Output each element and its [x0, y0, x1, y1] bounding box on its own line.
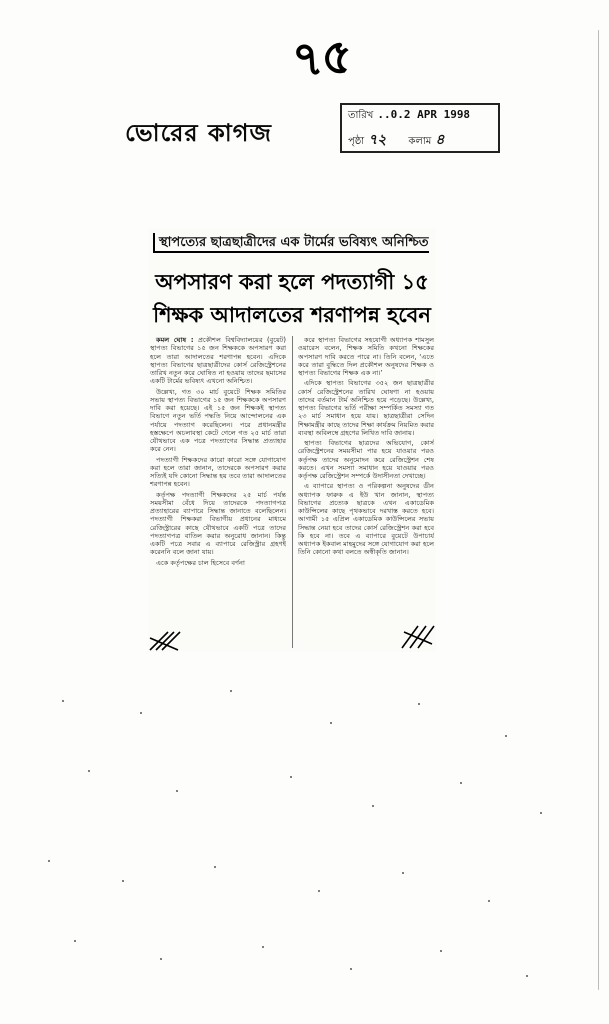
- column-divider: [292, 336, 293, 648]
- stamp-column-value: ৪: [435, 132, 445, 148]
- news-clipping: [148, 228, 436, 652]
- stamp-page-label: পৃষ্ঠা: [348, 136, 365, 147]
- stamp-column-label: কলাম: [408, 136, 432, 147]
- article-paragraph: করে স্থাপত্য বিভাগের সহযোগী অধ্যাপক শামসুল ওয়ারেস বলেন, শিক্ষক সমিতি কখনো শিক্ষকের অপসারণ দাবি করতে পারে না। তিনি বলেন, ‘এতে করে তারা বুদ্ধিতে দিল প্রকৌশল অনুষদের শিক্ষক ও স্থাপত্য বিভাগের শিক্ষক এক না।’: [298, 336, 434, 377]
- stamp-date-value: ..0.2 APR 1998: [377, 108, 471, 121]
- handwritten-page-number: ৭৫: [290, 28, 353, 89]
- stamp-date-row: [348, 108, 492, 128]
- article-paragraph: কমল ঘোষ : প্রকৌশল বিশ্ববিদ্যালয়ের (বুয়েট) স্থাপত্য বিভাগের ১৫ জন শিক্ষককে অপসারণ করা হলে তারা আদালতের শরণাপন্ন হবেন। এদিকে স্থাপত্য বিভাগের ছাত্রছাত্রীদের কোর্স রেজিস্ট্রেশনের তারিখ নতুন করে ঘোষিত না হওয়ায় তাদের ছমাসের একটি টার্মের ভবিষ্যৎ এখনো অনিশ্চিত।: [150, 336, 286, 386]
- article-paragraph: পদত্যাগী শিক্ষকদের কারো কারো সঙ্গে যোগাযোগ করা হলে তারা জানান, তাদেরকে অপসারণ করার সত্যিই যদি কোনো সিদ্ধান্ত হয় তবে তারা আদালতের শরণাপন্ন হবেন।: [150, 455, 286, 489]
- newspaper-name: ভোরের কাগজ: [125, 119, 272, 147]
- stamp-page-row: [348, 128, 492, 148]
- archive-stamp: [340, 103, 500, 153]
- headline-line-1: অপসারণ করা হলে পদত্যাগী ১৫: [155, 270, 429, 294]
- stamp-date-label: তারিখ: [348, 110, 374, 121]
- article-paragraph: এ ব্যাপারে স্থাপত্য ও পরিকল্পনা অনুষদের ডীন অধ্যাপক ফারুক এ ইউ খান জানান, স্থাপত্য বিভাগের প্রত্যেক ছাত্রকে এখন একাডেমিক কাউন্সিলের কাছে পৃথকভাবে দরখাস্ত করতে হবে। আগামী ১৫ এপ্রিল একাডেমিক কাউন্সিলের সভায় সিদ্ধান্ত নেয়া হবে তাদের কোর্স রেজিস্ট্রেশন করা হবে কি হবে না। তবে এ ব্যাপারে বুয়েটে উপাচার্য অধ্যাপক ইকবাল মাহমুদের সঙ্গে যোগাযোগ করা হলে তিনি কোনো কথা বলতে অস্বীকৃতি জানান।: [298, 482, 434, 557]
- stamp-page-value: ৭২: [368, 132, 387, 148]
- headline-line-2: শিক্ষক আদালতের শরণাপন্ন হবেন: [153, 303, 431, 327]
- article-column-left: [150, 336, 286, 648]
- article-byline: কমল ঘোষ :: [156, 336, 194, 344]
- article-kicker: স্থাপত্যের ছাত্রছাত্রীদের এক টার্মের ভবিষ্যৎ অনিশ্চিত: [153, 233, 429, 253]
- article-paragraph: স্থাপত্য বিভাগের ছাত্রদের অভিযোগ, কোর্স রেজিস্ট্রেশনের সময়সীমা পার হয়ে যাওয়ার পরও কর্তৃপক্ষ তাদের অনুমোদন করে রেজিস্ট্রেশন শেষ করতে। এখন সমস্যা সমাধান হয়ে যাওয়ার পরও কর্তৃপক্ষ রেজিস্ট্রেশন সম্পর্কে উদাসীনতা দেখাচ্ছে।: [298, 439, 434, 480]
- article-headline: [150, 266, 434, 332]
- article-paragraph: কর্তৃপক্ষ পদত্যাগী শিক্ষকদের ২৫ মার্চ পর্যন্ত সময়সীমা বেঁধে দিয়ে তাদেরকে পদত্যাগপত্র প্রত্যাহারের ব্যাপারে সিদ্ধান্ত জানাতে বলেছিলেন। পদত্যাগী শিক্ষকরা বিভাগীয় প্রধানের মাধ্যমে রেজিস্ট্রারের কাছে যৌথভাবে একটি পত্রে তাদের পদত্যাগপত্র বাতিল করার অনুরোধ জানান। কিন্তু একটি পত্রে সবার এ ব্যাপারে রেজিস্ট্রার গ্রহণই করেননি বলে জানা যায়।: [150, 490, 286, 557]
- article-paragraph: এদিকে স্থাপত্য বিভাগের ৩৫২ জন ছাত্রছাত্রীর কোর্স রেজিস্ট্রেশনের তারিখ ঘোষণা না হওয়ায় তাদের বর্তমান টার্ম অনিশ্চিত হয়ে পড়েছে। উল্লেখ্য, স্থাপত্য বিভাগের ভর্তি পরীক্ষা সম্পর্কিত সমস্যা গত ২৩ মার্চ সমাধান হয়ে যায়। ছাত্রছাত্রীরা সেদিন শিক্ষামন্ত্রীর কাছে তাদের শিক্ষা কার্যক্রম নিয়মিত করার ব্যবস্থা অবিলম্বে গ্রহণের লিখিত দাবি জানায়।: [298, 379, 434, 437]
- article-paragraph: উল্লেখ্য, গত ৩০ মার্চ বুয়েটে শিক্ষক সমিতির সভায় স্থাপত্য বিভাগের ১৫ জন শিক্ষককে অপসারণ দাবি করা হয়েছে। এই ১৫ জন শিক্ষকই স্থাপত্য বিভাগে নতুন ভর্তি পদ্ধতি নিয়ে আন্দোলনের এক পর্যায়ে পদত্যাগ করেছিলেন। পরে প্রধানমন্ত্রীর হস্তক্ষেপে অচলাবস্থা কেটে গেলে গত ২৫ মার্চ তারা যৌথভাবে এক পত্রে পদত্যাগের সিদ্ধান্ত প্রত্যাহার করে নেন।: [150, 387, 286, 454]
- article-paragraph: একে কর্তৃপক্ষের চাল হিসেবে বর্ণনা: [156, 558, 245, 567]
- article-column-right: [298, 336, 434, 648]
